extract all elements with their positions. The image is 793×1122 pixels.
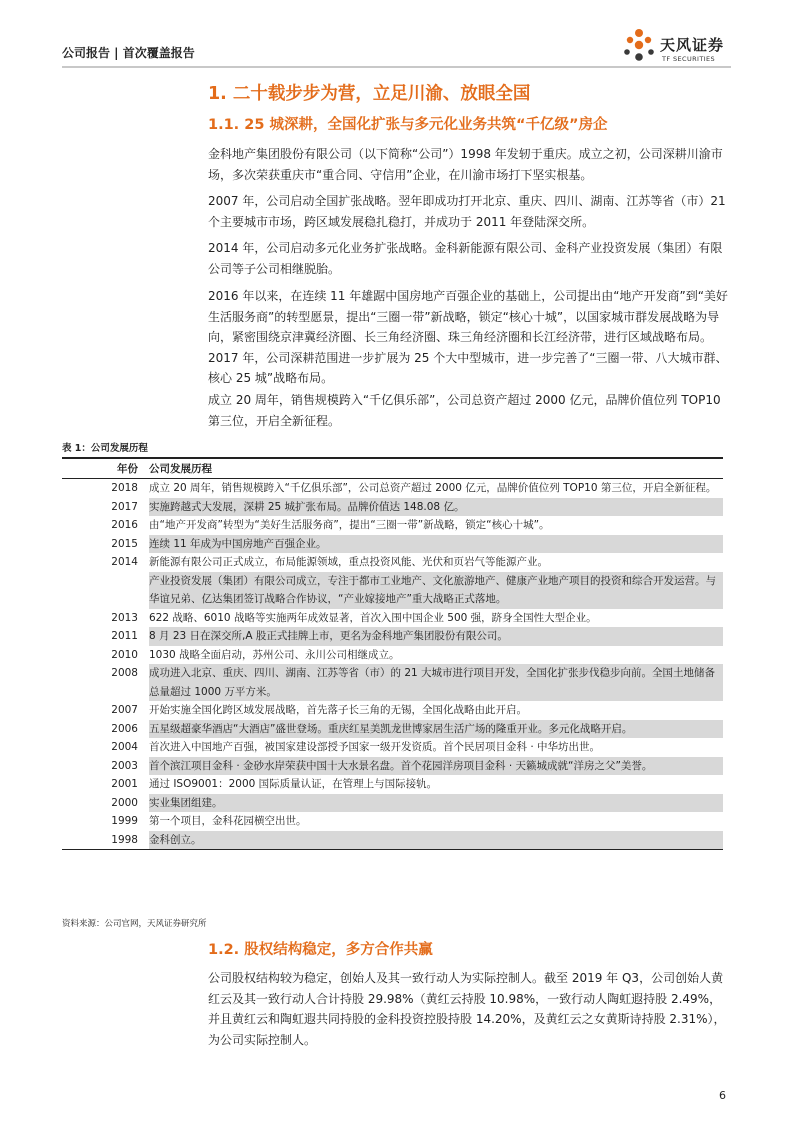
section-1-1-title: 1.1. 25 城深耕，全国化扩张与多元化业务共筑“千亿级”房企 — [208, 117, 608, 133]
table-row — [62, 498, 723, 517]
table-row — [62, 572, 723, 609]
logo-mark-icon — [622, 28, 656, 64]
logo-chinese-name: 天风证券 — [660, 36, 725, 54]
table-row — [62, 812, 723, 831]
year-cell: 2017 — [111, 500, 138, 513]
table-row — [62, 794, 723, 813]
table-row — [62, 831, 723, 850]
year-cell: 2007 — [111, 704, 138, 716]
event-cell: 1030 战略全面启动，苏州公司、永川公司相继成立。 — [149, 648, 400, 661]
paragraph-national-expansion: 2007 年，公司启动全国扩张战略。翌年即成功打开北京、重庆、四川、湖南、江苏等省（市）21 个主要城市市场，跨区域发展稳扎稳打，并成功于 2011 年登陆深交所。 — [208, 194, 726, 229]
paragraph-strategy: 2016 年以来，在连续 11 年雄踞中国房地产百强企业的基础上，公司提出由“地产开发商”到“美好生活服务商”的转型愿景，提出“三圈一带”新战略，锁定“核心十城”，以国家城市群发展战略为导向，紧密围绕京津冀经济圈、长三角经济圈、珠三角经济圈和长江经济带，进行区域战略布局。2017 年，公司深耕范围进一步扩展为 25 个大中型城市，进一步完善了“三圈一带、八大城市群、核心 25 城”战略布局。 — [208, 289, 728, 385]
table-row — [62, 664, 723, 701]
page-number: 6 — [719, 1089, 726, 1102]
section-1-title: 1. 二十载步步为营，立足川渝、放眼全国 — [208, 84, 531, 104]
table-row — [62, 738, 723, 757]
year-cell: 2003 — [111, 759, 138, 772]
table-row — [62, 627, 723, 646]
event-cell: 产业投资发展（集团）有限公司成立，专注于都市工业地产、文化旅游地产、健康产业地产项目的投资和综合开发运营。与华谊兄弟、亿达集团签订战略合作协议，“产业嫁接地产”重大战略正式落地。 — [149, 572, 723, 609]
year-cell — [62, 572, 149, 609]
table-row — [62, 609, 723, 628]
table-row — [62, 775, 723, 794]
table-row — [62, 535, 723, 554]
table-row — [62, 553, 723, 572]
event-cell: 成功进入北京、重庆、四川、湖南、江苏等省（市）的 21 大城市进行项目开发，全国化扩张步伐稳步向前。全国土地储备总量超过 1000 万平方米。 — [149, 664, 723, 701]
table-source-note: 资料来源：公司官网，天风证券研究所 — [62, 919, 207, 929]
column-header-history: 公司发展历程 — [149, 459, 723, 479]
event-cell: 成立 20 周年，销售规模跨入“千亿俱乐部”，公司总资产超过 2000 亿元，品牌价值位列 TOP10 第三位，开启全新征程。 — [149, 482, 717, 494]
year-cell: 2010 — [111, 648, 138, 661]
paragraph-founding: 金科地产集团股份有限公司（以下简称“公司”）1998 年发轫于重庆。成立之初，公司深耕川渝市场，多次荣获重庆市“重合同、守信用”企业，在川渝市场打下坚实根基。 — [208, 147, 723, 182]
development-history-table — [62, 457, 723, 850]
event-cell: 622 战略、6010 战略等实施两年成效显著，首次入围中国企业 500 强，跻身全国性大型企业。 — [149, 611, 597, 624]
year-cell: 2013 — [111, 611, 138, 624]
table-row — [62, 720, 723, 739]
logo-english-name: TF SECURITIES — [662, 55, 716, 63]
table-row — [62, 757, 723, 776]
report-type-header: 公司报告 | 首次覆盖报告 — [62, 46, 195, 60]
event-cell: 实施跨越式大发展，深耕 25 城扩张布局。品牌价值达 148.08 亿。 — [149, 498, 723, 517]
year-cell: 2016 — [111, 519, 138, 531]
event-cell: 连续 11 年成为中国房地产百强企业。 — [149, 535, 723, 554]
table-row — [62, 479, 723, 498]
year-cell: 2015 — [111, 537, 138, 550]
event-cell: 开始实施全国化跨区域发展战略，首先落子长三角的无锡，全国化战略由此开启。 — [149, 704, 527, 716]
section-1-2-title: 1.2. 股权结构稳定，多方合作共赢 — [208, 942, 433, 958]
paragraph-20th-anniversary: 成立 20 周年，销售规模跨入“千亿俱乐部”，公司总资产超过 2000 亿元，品牌价值位列 TOP10 第三位，开启全新征程。 — [208, 393, 721, 428]
year-cell: 2018 — [111, 482, 138, 494]
table-row — [62, 516, 723, 535]
table-caption: 表 1：公司发展历程 — [62, 443, 148, 454]
event-cell: 五星级超豪华酒店“大酒店”盛世登场。重庆红星美凯龙世博家居生活广场的隆重开业。多元化战略开启。 — [149, 720, 723, 739]
table-row — [62, 701, 723, 720]
year-cell: 1999 — [111, 815, 138, 827]
table-header-row — [62, 459, 723, 479]
year-cell: 1998 — [111, 833, 138, 846]
event-cell: 实业集团组建。 — [149, 794, 723, 813]
table-row — [62, 646, 723, 665]
event-cell: 金科创立。 — [149, 831, 723, 850]
event-cell: 8 月 23 日在深交所,A 股正式挂牌上市，更名为金科地产集团股份有限公司。 — [149, 627, 723, 646]
event-cell: 新能源有限公司正式成立，布局能源领域，重点投资风能、光伏和页岩气等能源产业。 — [149, 556, 548, 568]
event-cell: 首个滨江项目金科 · 金砂水岸荣获中国十大水景名盘。首个花园洋房项目金科 · 天籁城成就“洋房之父”美誉。 — [149, 757, 723, 776]
tf-securities-logo — [622, 28, 734, 68]
column-header-year: 年份 — [62, 459, 149, 479]
year-cell: 2000 — [111, 796, 138, 809]
table-bottom-rule — [62, 849, 723, 850]
year-cell: 2011 — [111, 630, 138, 642]
year-cell: 2001 — [111, 778, 138, 790]
event-cell: 首次进入中国地产百强，被国家建设部授予国家一级开发资质。首个民居项目金科 · 中华坊出世。 — [149, 741, 601, 753]
year-cell: 2004 — [111, 741, 138, 753]
paragraph-diversification: 2014 年，公司启动多元化业务扩张战略。金科新能源有限公司、金科产业投资发展（集团）有限公司等子公司相继脱胎。 — [208, 241, 723, 276]
event-cell: 由“地产开发商”转型为“美好生活服务商”，提出“三圈一带”新战略，锁定“核心十城”。 — [149, 519, 550, 531]
event-cell: 通过 ISO9001：2000 国际质量认证，在管理上与国际接轨。 — [149, 778, 438, 790]
paragraph-equity-structure: 公司股权结构较为稳定，创始人及其一致行动人为实际控制人。截至 2019 年 Q3，公司创始人黄红云及其一致行动人合计持股 29.98%（黄红云持股 10.98%，一致行动人陶虹遐持股 2.49%，并且黄红云和陶虹遐共同持股的金科投资控股持股 14.20%，及黄红云之女黄斯诗持股 2.31%），为公司实际控制人。 — [208, 971, 726, 1047]
year-cell: 2014 — [111, 556, 138, 568]
year-cell: 2006 — [111, 722, 138, 735]
year-cell: 2008 — [111, 667, 138, 679]
event-cell: 第一个项目，金科花园横空出世。 — [149, 815, 307, 827]
